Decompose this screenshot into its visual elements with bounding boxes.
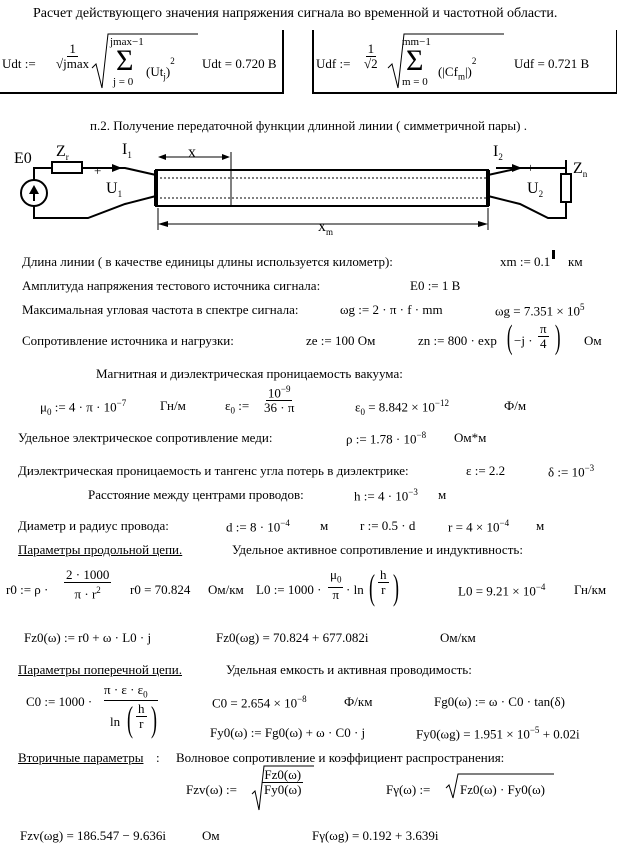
fzv-frac-num: Fz0(ω) — [264, 767, 302, 782]
udt-result: Udt = 0.720 В — [202, 56, 277, 71]
r0-frac-num: 2 · 1000 — [66, 567, 110, 582]
h-value: h := $4 \cdot 10^{-3}$ — [354, 487, 418, 504]
udt-sum-body: $(Ut_j)^2$ — [146, 56, 175, 82]
dielectric-label: Диэлектрическая проницаемость и тангенс угла потерь в диэлектрике: — [18, 463, 409, 478]
udt-sigma-icon: Σ — [116, 44, 134, 77]
fz0-unit: Ом/км — [440, 630, 476, 645]
l0-ln-frac — [378, 568, 389, 597]
r0-value: r0 = 70.824 — [130, 582, 191, 597]
udt-frac-den: √jmax — [56, 56, 90, 71]
label-xm: $x_m$ — [318, 218, 334, 238]
transmission-line-diagram — [0, 138, 617, 243]
l0-paren-open: ( — [369, 567, 375, 607]
x-left-arrow-icon — [158, 154, 166, 160]
l0-unit: Гн/км — [574, 582, 607, 597]
line-length-unit: км — [568, 254, 583, 269]
e0-label: Амплитуда напряжения тестового источника сигнала: — [22, 278, 321, 293]
label-u2: $U_2$ — [527, 180, 544, 200]
fg-body: Fz0(ω) · Fy0(ω) — [460, 782, 545, 797]
cursor-marker — [552, 250, 555, 259]
r0-frac — [64, 568, 111, 601]
rho-label: Удельное электрическое сопротивление меди: — [18, 430, 273, 445]
eps0-frac-den: 36 · π — [264, 400, 295, 416]
udt-frac-num: 1 — [69, 41, 76, 56]
line-length-value: xm := 0.1 — [500, 254, 551, 269]
h-label: Расстояние между центрами проводов: — [88, 487, 304, 502]
udf-sigma-icon: Σ — [406, 44, 424, 77]
label-u1: $U_1$ — [106, 180, 123, 200]
fy0-def: Fy0(ω) := Fg0(ω) + ω · C0 · j — [210, 725, 366, 740]
label-i2: $I_2$ — [493, 143, 503, 163]
delta-value: δ := $10^{-3}$ — [548, 463, 595, 480]
zn-unit: Ом — [584, 333, 602, 348]
l0-lhs: L0 := 1000 · — [256, 582, 322, 597]
c0-lhs: C0 := 1000 · — [26, 694, 93, 709]
udt-sqrt-sign — [90, 30, 200, 92]
r0-lhs: r0 := ρ · — [6, 582, 49, 597]
eps0-def: $\varepsilon_0$ := — [225, 398, 250, 416]
c0-unit: Ф/км — [344, 694, 373, 709]
d-value: d := $8 \cdot 10^{-4}$ — [226, 518, 290, 535]
l0-ln-den: r — [381, 582, 386, 597]
section-2-title: п.2. Получение передаточной функции длинной линии ( симметричной пары) . — [90, 118, 527, 133]
label-zn: $Z_n$ — [573, 160, 588, 180]
line-length-label: Длина линии ( в качестве единицы длины используется километр): — [22, 254, 393, 269]
c0-ln-num: h — [138, 701, 145, 716]
udt-sum-upper: jmax−1 — [110, 36, 144, 48]
secondary-desc: Волновое сопротивление и коэффициент распространения: — [176, 750, 505, 765]
fg-value: Fγ(ωg) = 0.192 + 3.639i — [312, 828, 439, 843]
fy0-value: $Fy0(\omega g) = 1.951 \times 10^{-5} + 0.02i$ — [416, 725, 580, 742]
document-title: Расчет действующего значения напряжения сигнала во временной и частотной области. — [33, 6, 558, 21]
udt-sum-lower: j = 0 — [113, 76, 134, 88]
eps0-value: $\varepsilon_0 = 8.842 \times 10^{-12}$ — [355, 398, 449, 417]
fzv-frac — [262, 768, 303, 797]
r-unit: м — [536, 518, 545, 533]
zn-value: zn := 800 · exp — [418, 333, 497, 348]
l0-ln: · ln — [346, 582, 364, 597]
zn-paren-open: ( — [506, 319, 513, 356]
r0-unit: Ом/км — [208, 582, 244, 597]
mu0-unit: Гн/м — [160, 398, 186, 413]
fz0-value: Fz0(ωg) = 70.824 + 677.082i — [216, 630, 369, 645]
fg-lhs: Fγ(ω) := — [386, 782, 431, 797]
c0-den: ln — [110, 714, 121, 729]
omega-label: Максимальная угловая частота в спектре сигнала: — [22, 302, 299, 317]
udf-result: Udf = 0.721 В — [514, 56, 590, 71]
fzv-value: Fzv(ωg) = 186.547 − 9.636i — [20, 828, 166, 843]
label-i1: $I_1$ — [122, 141, 132, 161]
label-x: x — [188, 144, 196, 161]
r0-frac-den: $\pi \cdot r^2$ — [74, 585, 101, 602]
fzv-unit: Ом — [202, 828, 220, 843]
label-plus-1: + — [94, 163, 102, 178]
udf-lhs: Udf := — [316, 56, 351, 71]
c0-value: $C0 = 2.654 \times 10^{-8}$ — [212, 694, 307, 711]
secondary-heading: Вторичные параметры — [18, 750, 144, 765]
udf-formula-box — [312, 30, 617, 94]
vacuum-label: Магнитная и диэлектрическая проницаемость вакуума: — [96, 366, 403, 381]
udt-fraction — [54, 42, 91, 71]
xm-left-arrow-icon — [158, 221, 168, 227]
z-label: Сопротивление источника и нагрузки: — [22, 333, 234, 348]
e0-value: E0 := 1 В — [410, 278, 461, 293]
current-arrow-i2-icon — [512, 164, 522, 172]
udt-lhs: Udt := — [2, 56, 36, 71]
rho-unit: Ом*м — [454, 430, 487, 445]
udf-sum-lower: m = 0 — [402, 76, 428, 88]
label-e0: E0 — [14, 150, 32, 167]
l0-frac-den: π — [332, 586, 340, 602]
fz0-def: Fz0(ω) := r0 + ω · L0 · j — [24, 630, 152, 645]
zn-frac — [538, 322, 549, 351]
l0-value: $L0 = 9.21 \times 10^{-4}$ — [458, 582, 546, 599]
fzv-lhs: Fzv(ω) := — [186, 782, 237, 797]
label-plus-2: + — [527, 160, 535, 175]
c0-num: $\pi \cdot \varepsilon \cdot \varepsilon_0$ — [104, 682, 148, 700]
xm-right-arrow-icon — [478, 221, 488, 227]
zn-arg: −j · — [514, 333, 533, 348]
c0-ln-frac — [136, 702, 147, 731]
zn-frac-num: π — [540, 321, 547, 336]
transverse-heading: Параметры поперечной цепи. — [18, 662, 182, 677]
eps0-frac-num: $10^{-9}$ — [267, 384, 291, 401]
eps0-unit: Ф/м — [504, 398, 527, 413]
cable-body — [156, 170, 488, 206]
fzv-frac-den: Fy0(ω) — [264, 782, 302, 797]
eps-value: ε := 2.2 — [466, 463, 506, 478]
longitudinal-desc: Удельное активное сопротивление и индуктивность: — [232, 542, 523, 557]
x-right-arrow-icon — [222, 154, 230, 160]
l0-ln-num: h — [380, 567, 387, 582]
current-arrow-i1-icon — [112, 164, 122, 172]
r-value: $r = 4 \times 10^{-4}$ — [448, 518, 510, 535]
transverse-desc: Удельная емкость и активная проводимость: — [226, 662, 472, 677]
udf-fraction — [362, 42, 380, 71]
eps0-frac — [262, 382, 296, 415]
zn-paren-close: ) — [554, 319, 561, 356]
udf-sum-body: $(|Cf_m|)^2$ — [438, 56, 477, 82]
udf-sum-upper: mm−1 — [402, 36, 431, 48]
d-unit: м — [320, 518, 329, 533]
omega-def: ωg := 2 · π · f · mm — [340, 302, 443, 317]
d-label: Диаметр и радиус провода: — [18, 518, 169, 533]
omega-value: $\omega g = 7.351 \times 10^5$ — [495, 302, 585, 319]
c0-paren-close: ) — [151, 699, 157, 739]
l0-paren-close: ) — [393, 567, 399, 607]
rho-value: ρ := $1.78 \cdot 10^{-8}$ — [346, 430, 427, 447]
c0-ln-den: r — [139, 716, 144, 731]
l0-frac — [328, 568, 343, 602]
l0-frac-num: $\mu_0$ — [328, 568, 343, 588]
mu0-def: $\mu_0$ := $4 \cdot \pi \cdot 10^{-7}$ — [40, 398, 127, 417]
load-impedance-icon — [561, 174, 571, 202]
longitudinal-heading: Параметры продольной цепи. — [18, 542, 183, 557]
zn-frac-den: 4 — [540, 336, 547, 351]
secondary-colon: : — [156, 750, 160, 765]
label-zr: $Z_r$ — [56, 143, 69, 163]
ze-value: ze := 100 Ом — [306, 333, 376, 348]
c0-paren-open: ( — [127, 699, 133, 739]
h-unit: м — [438, 487, 447, 502]
source-impedance-icon — [52, 162, 82, 173]
r-def: r := 0.5 · d — [360, 518, 416, 533]
udf-frac-num: 1 — [367, 41, 375, 56]
udt-formula-box — [0, 30, 284, 94]
fg0-def: Fg0(ω) := ω · C0 · tan(δ) — [434, 694, 565, 709]
udf-frac-den: √2 — [364, 56, 378, 71]
